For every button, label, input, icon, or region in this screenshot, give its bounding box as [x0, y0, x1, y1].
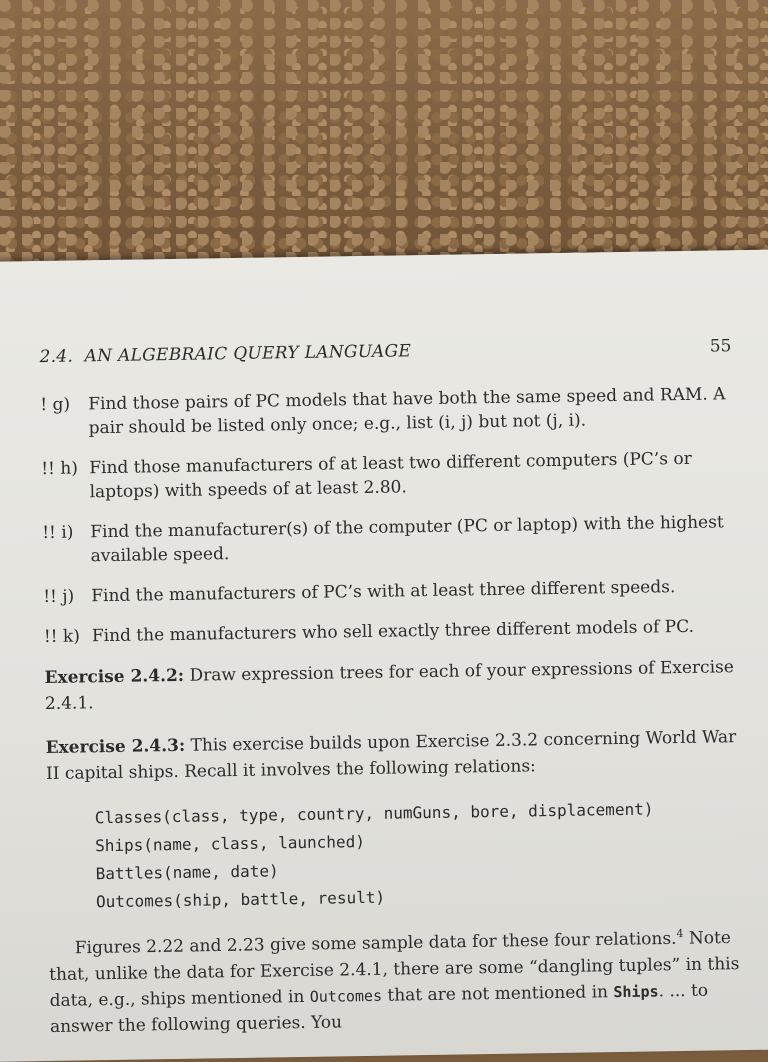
exercise-item-j — [43, 574, 743, 609]
relation-classes: Classes(class, type, country, numGuns, bore, displacement) — [94, 799, 654, 828]
body-paragraph — [49, 920, 751, 1040]
running-header — [39, 336, 739, 367]
item-marker: !! j) — [43, 586, 75, 608]
relation-battles: Battles(name, date) — [95, 861, 279, 884]
exercise-2-4-2 — [44, 654, 745, 717]
exercise-item-i — [42, 510, 743, 569]
paragraph-text-2: Note that, unlike the data for Exercise 2.4.1, there are some “dangling tuples” in this data, e.g., ships mentioned in — [49, 927, 740, 1011]
item-text: Find those manufacturers of at least two different computers (PC’s or laptops) with speeds of at least 2.80. — [89, 448, 692, 503]
relation-ships: Ships(name, class, launched) — [95, 832, 366, 856]
item-marker: !! k) — [43, 626, 81, 648]
item-text: Find the manufacturer(s) of the computer (PC or laptop) with the highest available speed. — [90, 512, 724, 567]
section-number: 2.4. — [39, 346, 74, 368]
code-outcomes: Outcomes — [309, 986, 383, 1006]
page-content — [39, 336, 750, 1040]
exercise-text: Draw expression trees for each of your expressions of Exercise 2.4.1. — [44, 657, 734, 715]
item-text: Find the manufacturers who sell exactly three different models of PC. — [91, 616, 695, 647]
item-marker: !! i) — [42, 522, 74, 544]
header-title — [39, 341, 411, 367]
exercise-item-h — [41, 446, 742, 505]
exercise-text: This exercise builds upon Exercise 2.3.2 concerning World War II capital ships. Recall it involves the following relations: — [45, 727, 737, 785]
exercise-item-g — [40, 382, 741, 441]
exercise-2-4-3 — [45, 724, 746, 787]
exercise-label: Exercise 2.4.2: — [44, 665, 185, 689]
item-marker: ! g) — [40, 394, 71, 416]
paragraph-text-1: Figures 2.22 and 2.23 give some sample data for these four relations. — [74, 928, 677, 959]
item-text: Find the manufacturers of PC’s with at least three different speeds. — [91, 577, 676, 607]
relation-outcomes: Outcomes(ship, battle, result) — [95, 887, 386, 912]
page-number: 55 — [709, 336, 732, 357]
paragraph-text-4: . ... to answer the following queries. You — [49, 980, 709, 1037]
code-ships: Ships — [613, 982, 659, 1001]
book-page — [0, 249, 768, 1062]
exercise-label: Exercise 2.4.3: — [45, 735, 186, 759]
section-title: AN ALGEBRAIC QUERY LANGUAGE — [84, 341, 412, 367]
exercise-item-k — [44, 614, 744, 649]
paragraph-text-3: that are not mentioned in — [381, 981, 614, 1006]
footnote-marker: 4 — [676, 927, 684, 941]
item-text: Find those pairs of PC models that have both the same speed and RAM. A pair should be listed only once; e.g., list (i, j) but not (j, i). — [88, 384, 726, 439]
item-marker: !! h) — [41, 458, 79, 480]
relation-schemas — [95, 794, 749, 916]
